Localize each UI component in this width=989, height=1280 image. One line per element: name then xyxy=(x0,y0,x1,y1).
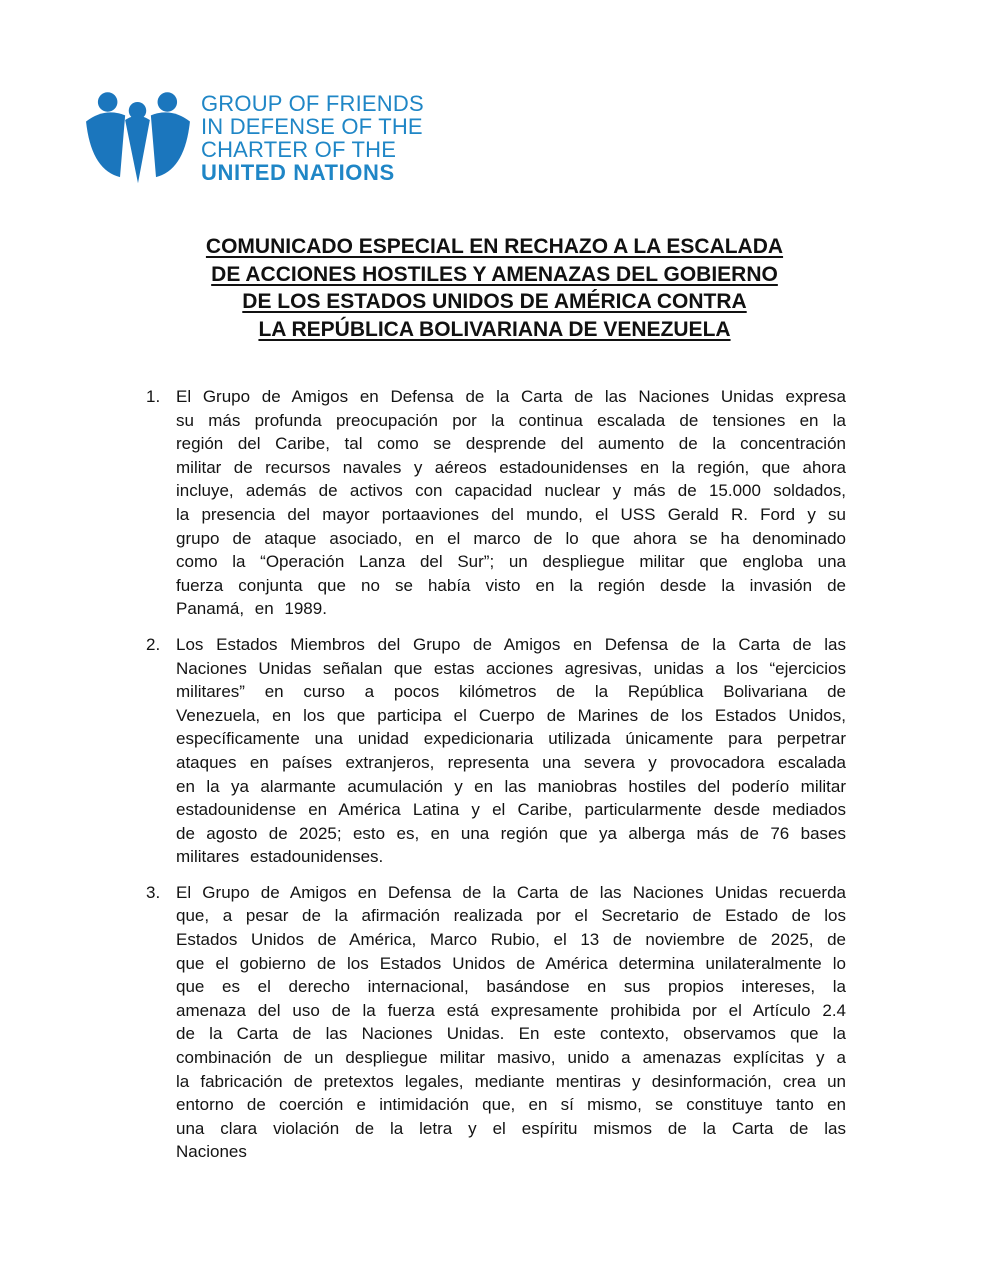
document-title xyxy=(0,233,989,343)
logo-line: IN DEFENSE OF THE xyxy=(201,114,423,139)
paragraph-number: 2. xyxy=(146,634,161,654)
paragraph-2 xyxy=(146,633,846,869)
paragraph-3 xyxy=(146,881,846,1164)
paragraph-1 xyxy=(146,385,846,621)
logo-line: CHARTER OF THE xyxy=(201,137,397,162)
title-line: DE ACCIONES HOSTILES Y AMENAZAS DEL GOBIERNO xyxy=(211,262,778,286)
three-figures-icon xyxy=(84,86,192,186)
logo xyxy=(84,86,424,186)
title-line: LA REPÚBLICA BOLIVARIANA DE VENEZUELA xyxy=(258,317,731,341)
paragraph-text: Los Estados Miembros del Grupo de Amigos en Defensa de la Carta de las Naciones Unidas señalan que estas acciones agresivas, unidas a los “ejercicios militares” en curso a pocos kilómetros de la República Bolivariana de Venezuela, en los que participa el Cuerpo de Marines de los Estados Unidos, específicamente una unidad expedicionaria utilizada únicamente para perpetrar ataques en países extranjeros, representa una severa y provocadora escalada en la ya alarmante acumulación y en las maniobras hostiles del poderío militar estadounidense en América Latina y el Caribe, particularmente desde mediados de agosto de 2025; esto es, en una región que ya alberga más de 76 bases militares estadounidenses. xyxy=(176,634,846,867)
paragraph-list xyxy=(146,385,846,1176)
paragraph-number: 3. xyxy=(146,882,161,902)
logo-line-united-nations: UNITED NATIONS xyxy=(201,160,395,185)
logo-text xyxy=(201,92,424,184)
title-line: COMUNICADO ESPECIAL EN RECHAZO A LA ESCALADA xyxy=(205,235,784,258)
paragraph-number: 1. xyxy=(146,387,161,406)
paragraph-text: El Grupo de Amigos en Defensa de la Carta de las Naciones Unidas recuerda que, a pesar de la afirmación realizada por el Secretario de Estado de los Estados Unidos de América, Marco Rubio, el 13 de noviembre de 2025, de que el gobierno de los Estados Unidos de América determina unilateralmente lo que es el derecho internacional, basándose en sus propios intereses, la amenaza del uso de la fuerza está expresamente prohibida por el Artículo 2.4 de la Carta de las Naciones Unidas. En este contexto, observamos que la combinación de un despliegue militar masivo, unido a amenazas explícitas y a la fabricación de pretextos legales, mediante mentiras y desinformación, crea un entorno de coerción e intimidación que, en sí mismo, se constituye tanto en una clara violación de la letra y el espíritu mismos de la Carta de las Naciones xyxy=(176,882,846,1162)
logo-line: GROUP OF FRIENDS xyxy=(201,91,424,116)
paragraph-text: El Grupo de Amigos en Defensa de la Carta de las Naciones Unidas expresa su más profunda preocupación por la continua escalada de tensiones en la región del Caribe, tal como se desprende del aumento de la concentración militar de recursos navales y aéreos estadounidenses en la región, que ahora incluye, además de activos con capacidad nuclear y más de 15.000 soldados, la presencia del mayor portaaviones del mundo, el USS Gerald R. Ford y su grupo de ataque asociado, en el marco de lo que ahora se ha denominado como la “Operación Lanza del Sur”; un despliegue militar que engloba una fuerza conjunta que no se había visto en la región desde la invasión de Panamá, en 1989. xyxy=(176,387,846,619)
title-line: DE LOS ESTADOS UNIDOS DE AMÉRICA CONTRA xyxy=(242,290,747,313)
